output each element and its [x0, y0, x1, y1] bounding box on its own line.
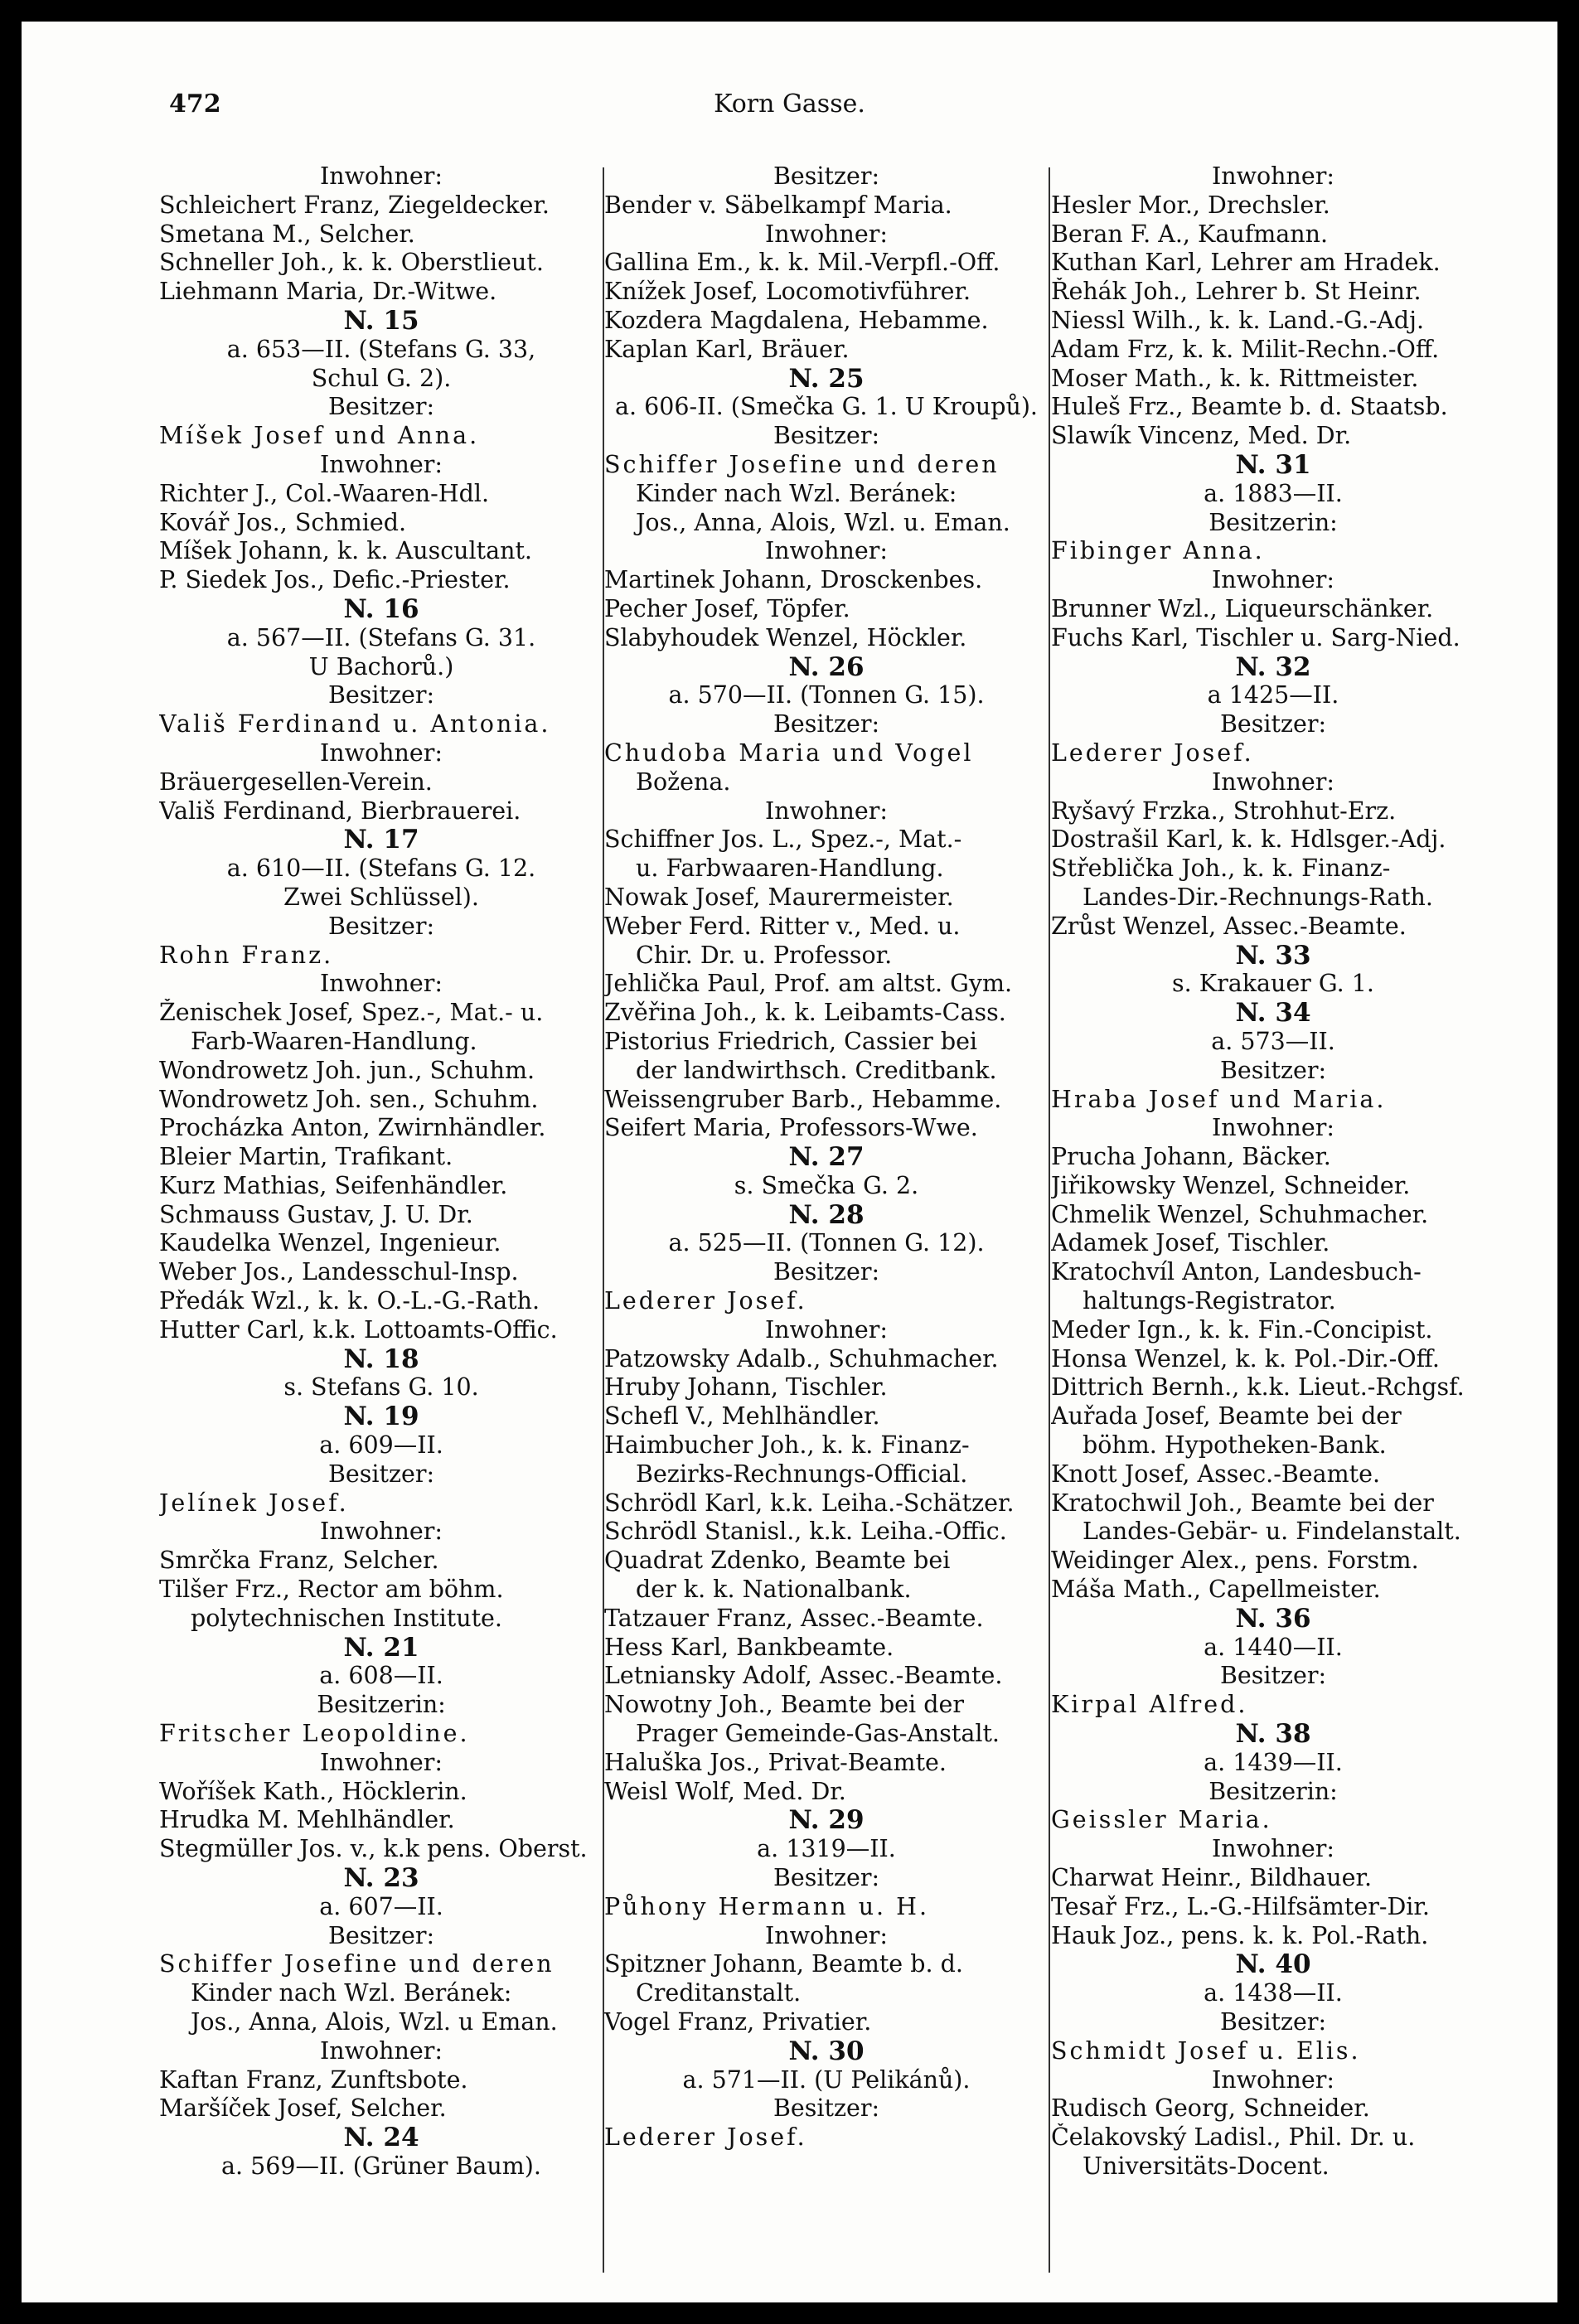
- section-label: Besitzer:: [327, 393, 435, 421]
- resident-entry: Maršíček Josef, Selcher.: [159, 2094, 447, 2123]
- resident-entry: Rudisch Georg, Schneider.: [1051, 2094, 1370, 2123]
- section-label: a. 571—II. (U Pelikánů).: [682, 2065, 971, 2094]
- resident-entry: Kaudelka Wenzel, Ingenieur.: [159, 1229, 501, 1257]
- section-label: a. 1438—II.: [1204, 1979, 1343, 2007]
- column-3: [1051, 162, 1495, 2181]
- continuation-line: Prager Gemeinde-Gas-Anstalt.: [636, 1720, 1000, 1748]
- section-label: Besitzer:: [1219, 1056, 1327, 1084]
- resident-entry: Quadrat Zdenko, Beamte bei: [604, 1547, 951, 1575]
- resident-entry: Charwat Heinr., Bildhauer.: [1051, 1864, 1373, 1892]
- house-number-heading: N. 29: [788, 1806, 865, 1836]
- section-label: Besitzer:: [773, 422, 880, 450]
- resident-entry: Weber Ferd. Ritter v., Med. u.: [604, 912, 961, 940]
- resident-entry: Schleichert Franz, Ziegeldecker.: [159, 191, 550, 219]
- resident-entry: Schrödl Karl, k.k. Leiha.-Schätzer.: [604, 1489, 1015, 1517]
- resident-entry: Moser Math., k. k. Rittmeister.: [1051, 364, 1419, 392]
- resident-entry: Vogel Franz, Privatier.: [604, 2008, 872, 2036]
- resident-entry: Bender v. Säbelkampf Maria.: [604, 191, 952, 219]
- resident-entry: Brunner Wzl., Liqueurschänker.: [1051, 594, 1434, 622]
- owner-name-line: Míšek Josef und Anna.: [159, 422, 480, 450]
- resident-entry: Hutter Carl, k.k. Lottoamts-Offic.: [159, 1315, 558, 1344]
- resident-entry: Ryšavý Frzka., Strohhut-Erz.: [1051, 796, 1397, 825]
- resident-entry: Kaftan Franz, Zunftsbote.: [159, 2065, 468, 2094]
- house-number-heading: N. 32: [1235, 652, 1311, 682]
- owner-name-line: Půhony Hermann u. H.: [604, 1892, 930, 1920]
- section-label: s. Stefans G. 10.: [283, 1373, 479, 1402]
- section-label: Besitzerin:: [1208, 508, 1338, 536]
- resident-entry: Zvěřina Joh., k. k. Leibamts-Cass.: [604, 999, 1006, 1027]
- resident-entry: Liehmann Maria, Dr.-Witwe.: [159, 278, 497, 306]
- resident-entry: Weisl Wolf, Med. Dr.: [604, 1777, 846, 1805]
- section-label: a. 653—II. (Stefans G. 33,: [226, 335, 536, 363]
- section-label: Besitzer:: [773, 1864, 880, 1892]
- continuation-line: Kinder nach Wzl. Beránek:: [636, 479, 957, 507]
- section-label: Inwohner:: [765, 537, 888, 565]
- resident-entry: Jiřikowsky Wenzel, Schneider.: [1051, 1171, 1411, 1199]
- resident-entry: Adam Frz, k. k. Milit-Rechn.-Off.: [1051, 335, 1440, 363]
- resident-entry: Weissengruber Barb., Hebamme.: [604, 1085, 1002, 1113]
- section-label: Inwohner:: [1212, 767, 1334, 796]
- section-label: a. 1440—II.: [1204, 1633, 1343, 1661]
- house-number-heading: N. 40: [1235, 1950, 1311, 1980]
- resident-entry: P. Siedek Jos., Defic.-Priester.: [159, 566, 511, 594]
- resident-entry: Pistorius Friedrich, Cassier bei: [604, 1027, 978, 1055]
- section-label: Inwohner:: [765, 796, 888, 825]
- resident-entry: Procházka Anton, Zwirnhändler.: [159, 1114, 546, 1142]
- section-label: Inwohner:: [320, 738, 443, 767]
- section-label: Inwohner:: [320, 1748, 443, 1776]
- resident-entry: Wondrowetz Joh. sen., Schuhm.: [159, 1085, 539, 1113]
- owner-name-line: Rohn Franz.: [159, 941, 334, 969]
- resident-entry: Slawík Vincenz, Med. Dr.: [1051, 422, 1352, 450]
- owner-name-line: Jelínek Josef.: [159, 1489, 349, 1517]
- page-header: [22, 90, 1557, 131]
- column-divider: [1049, 167, 1050, 2273]
- owner-name-line: Lederer Josef.: [1051, 738, 1254, 767]
- resident-entry: Haimbucher Joh., k. k. Finanz-: [604, 1431, 970, 1460]
- resident-entry: Dostrašil Karl, k. k. Hdlsger.-Adj.: [1051, 826, 1446, 854]
- continuation-line: Landes-Dir.-Rechnungs-Rath.: [1083, 883, 1433, 911]
- section-label: Besitzer:: [327, 912, 435, 940]
- section-label: a. 607—II.: [319, 1892, 443, 1920]
- owner-name-line: Lederer Josef.: [604, 1287, 807, 1315]
- continuation-line: Božena.: [636, 767, 731, 796]
- resident-entry: Seifert Maria, Professors-Wwe.: [604, 1114, 978, 1142]
- page-number: 472: [169, 90, 221, 119]
- section-label: Besitzerin:: [317, 1691, 446, 1719]
- resident-entry: Fuchs Karl, Tischler u. Sarg-Nied.: [1051, 623, 1460, 651]
- resident-entry: Richter J., Col.-Waaren-Hdl.: [159, 479, 490, 507]
- continuation-line: Bezirks-Rechnungs-Official.: [636, 1460, 968, 1488]
- resident-entry: Woříšek Kath., Höcklerin.: [159, 1777, 467, 1805]
- section-label: Inwohner:: [765, 1921, 888, 1949]
- resident-entry: Beran F. A., Kaufmann.: [1051, 220, 1329, 248]
- resident-entry: Honsa Wenzel, k. k. Pol.-Dir.-Off.: [1051, 1344, 1440, 1373]
- continuation-line: Farb-Waaren-Handlung.: [191, 1027, 477, 1055]
- resident-entry: Hesler Mor., Drechsler.: [1051, 191, 1330, 219]
- resident-entry: Schmauss Gustav, J. U. Dr.: [159, 1200, 473, 1228]
- resident-entry: Čelakovský Ladisl., Phil. Dr. u.: [1051, 2123, 1416, 2152]
- section-label: Inwohner:: [1212, 566, 1334, 594]
- resident-entry: Ženischek Josef, Spez.-, Mat.- u.: [159, 999, 544, 1027]
- owner-name-line: Chudoba Maria und Vogel: [604, 738, 974, 767]
- section-label: a. 569—II. (Grüner Baum).: [221, 2152, 541, 2180]
- house-number-heading: N. 31: [1235, 450, 1311, 480]
- house-number-heading: N. 34: [1235, 999, 1311, 1028]
- house-number-heading: N. 26: [788, 652, 865, 682]
- street-name-heading: Korn Gasse.: [714, 90, 865, 119]
- house-number-heading: N. 16: [343, 594, 419, 624]
- resident-entry: Kaplan Karl, Bräuer.: [604, 335, 850, 363]
- resident-entry: Stegmüller Jos. v., k.k pens. Oberst.: [159, 1835, 588, 1863]
- continuation-line: Jos., Anna, Alois, Wzl. u Eman.: [191, 2008, 558, 2036]
- resident-entry: Hruby Johann, Tischler.: [604, 1373, 888, 1402]
- house-number-heading: N. 38: [1235, 1720, 1311, 1749]
- house-number-heading: N. 23: [343, 1864, 419, 1893]
- resident-entry: Míšek Johann, k. k. Auscultant.: [159, 537, 532, 565]
- resident-entry: Spitzner Johann, Beamte b. d.: [604, 1950, 963, 1978]
- resident-entry: Haluška Jos., Privat-Beamte.: [604, 1748, 947, 1776]
- resident-entry: Chmelik Wenzel, Schuhmacher.: [1051, 1200, 1429, 1228]
- section-label: Inwohner:: [765, 1315, 888, 1344]
- section-label: Besitzer:: [1219, 2008, 1327, 2036]
- continuation-line: Kinder nach Wzl. Beránek:: [191, 1979, 512, 2007]
- section-label: Besitzer:: [773, 710, 880, 738]
- resident-entry: Huleš Frz., Beamte b. d. Staatsb.: [1051, 393, 1448, 421]
- resident-entry: Slabyhoudek Wenzel, Höckler.: [604, 623, 967, 651]
- section-label: Besitzer:: [327, 1460, 435, 1488]
- resident-entry: Smetana M., Selcher.: [159, 220, 415, 248]
- resident-entry: Adamek Josef, Tischler.: [1051, 1229, 1330, 1257]
- resident-entry: Zrůst Wenzel, Assec.-Beamte.: [1051, 912, 1407, 940]
- section-label: a. 606-II. (Smečka G. 1. U Kroupů).: [615, 393, 1038, 421]
- owner-name-line: Schmidt Josef u. Elis.: [1051, 2036, 1361, 2065]
- resident-entry: Tilšer Frz., Rector am böhm.: [159, 1576, 504, 1604]
- resident-entry: Kovář Jos., Schmied.: [159, 508, 406, 536]
- resident-entry: Kuthan Karl, Lehrer am Hradek.: [1051, 249, 1441, 277]
- section-label: a. 567—II. (Stefans G. 31.: [226, 623, 536, 651]
- resident-entry: Hauk Joz., pens. k. k. Pol.-Rath.: [1051, 1921, 1429, 1949]
- continuation-line: böhm. Hypotheken-Bank.: [1083, 1431, 1387, 1460]
- resident-entry: Schiffner Jos. L., Spez.-, Mat.-: [604, 826, 962, 854]
- section-label: Besitzer:: [773, 1258, 880, 1286]
- section-label: a. 609—II.: [319, 1431, 443, 1460]
- resident-entry: Tesař Frz., L.-G.-Hilfsämter-Dir.: [1051, 1892, 1430, 1920]
- continuation-line: der k. k. Nationalbank.: [636, 1576, 912, 1604]
- resident-entry: Nowak Josef, Maurermeister.: [604, 883, 954, 911]
- resident-entry: Kratochvíl Anton, Landesbuch-: [1051, 1258, 1422, 1286]
- resident-entry: Hrudka M. Mehlhändler.: [159, 1806, 455, 1834]
- resident-entry: Knott Josef, Assec.-Beamte.: [1051, 1460, 1381, 1488]
- section-label: s. Krakauer G. 1.: [1172, 970, 1374, 998]
- section-label: Inwohner:: [1212, 1114, 1334, 1142]
- continuation-line: polytechnischen Institute.: [191, 1604, 502, 1632]
- continuation-line: haltungs-Registrator.: [1083, 1287, 1336, 1315]
- section-label: Besitzer:: [773, 2094, 880, 2123]
- section-label: a. 1883—II.: [1204, 479, 1343, 507]
- house-number-heading: N. 18: [343, 1344, 419, 1374]
- resident-entry: Předák Wzl., k. k. O.-L.-G.-Rath.: [159, 1287, 540, 1315]
- owner-name-line: Kirpal Alfred.: [1051, 1691, 1248, 1719]
- section-label: Zwei Schlüssel).: [283, 883, 479, 911]
- resident-entry: Schefl V., Mehlhändler.: [604, 1402, 880, 1431]
- section-label: s. Smečka G. 2.: [734, 1171, 919, 1199]
- house-number-heading: N. 30: [788, 2036, 865, 2066]
- section-label: Inwohner:: [1212, 162, 1334, 190]
- resident-entry: Letniansky Adolf, Assec.-Beamte.: [604, 1662, 1003, 1690]
- resident-entry: Kratochwil Joh., Beamte bei der: [1051, 1489, 1434, 1517]
- section-label: Besitzerin:: [1208, 1777, 1338, 1805]
- house-number-heading: N. 24: [343, 2123, 419, 2152]
- resident-entry: Pecher Josef, Töpfer.: [604, 594, 850, 622]
- section-label: Besitzer:: [327, 1921, 435, 1949]
- section-label: Inwohner:: [1212, 1835, 1334, 1863]
- resident-entry: Tatzauer Franz, Assec.-Beamte.: [604, 1604, 984, 1632]
- book-page: [22, 22, 1557, 2302]
- section-label: Inwohner:: [320, 970, 443, 998]
- owner-name-line: Schiffer Josefine und deren: [159, 1950, 555, 1978]
- resident-entry: Vališ Ferdinand, Bierbrauerei.: [159, 796, 521, 825]
- resident-entry: Weidinger Alex., pens. Forstm.: [1051, 1547, 1419, 1575]
- owner-name-line: Lederer Josef.: [604, 2123, 807, 2152]
- owner-name-line: Geissler Maria.: [1051, 1806, 1272, 1834]
- resident-entry: Prucha Johann, Bäcker.: [1051, 1143, 1331, 1171]
- section-label: a. 1439—II.: [1204, 1748, 1343, 1776]
- owner-name-line: Fibinger Anna.: [1051, 537, 1265, 565]
- resident-entry: Bräuergesellen-Verein.: [159, 767, 433, 796]
- house-number-heading: N. 19: [343, 1402, 419, 1432]
- house-number-heading: N. 21: [343, 1633, 419, 1663]
- resident-entry: Střeblička Joh., k. k. Finanz-: [1051, 855, 1391, 883]
- owner-name-line: Hraba Josef und Maria.: [1051, 1085, 1387, 1113]
- house-number-heading: N. 33: [1235, 941, 1311, 971]
- house-number-heading: N. 15: [343, 306, 419, 336]
- resident-entry: Auřada Josef, Beamte bei der: [1051, 1402, 1402, 1431]
- section-label: Inwohner:: [320, 162, 443, 190]
- resident-entry: Hess Karl, Bankbeamte.: [604, 1633, 894, 1661]
- resident-entry: Bleier Martin, Trafikant.: [159, 1143, 453, 1171]
- resident-entry: Meder Ign., k. k. Fin.-Concipist.: [1051, 1315, 1433, 1344]
- resident-entry: Gallina Em., k. k. Mil.-Verpfl.-Off.: [604, 249, 1000, 277]
- section-label: Inwohner:: [320, 450, 443, 478]
- resident-entry: Weber Jos., Landesschul-Insp.: [159, 1258, 519, 1286]
- resident-entry: Kurz Mathias, Seifenhändler.: [159, 1171, 508, 1199]
- resident-entry: Schrödl Stanisl., k.k. Leiha.-Offic.: [604, 1518, 1007, 1546]
- section-label: Schul G. 2).: [311, 364, 452, 392]
- continuation-line: Jos., Anna, Alois, Wzl. u. Eman.: [636, 508, 1010, 536]
- section-label: a. 570—II. (Tonnen G. 15).: [668, 681, 985, 709]
- section-label: U Bachorů.): [308, 652, 454, 680]
- section-label: Besitzer:: [773, 162, 880, 190]
- resident-entry: Patzowsky Adalb., Schuhmacher.: [604, 1344, 999, 1373]
- resident-entry: Kozdera Magdalena, Hebamme.: [604, 306, 989, 334]
- section-label: Besitzer:: [327, 681, 435, 709]
- resident-entry: Martinek Johann, Drosckenbes.: [604, 566, 983, 594]
- resident-entry: Dittrich Bernh., k.k. Lieut.-Rchgsf.: [1051, 1373, 1465, 1402]
- continuation-line: der landwirthsch. Creditbank.: [636, 1056, 997, 1084]
- section-label: Besitzer:: [1219, 1662, 1327, 1690]
- continuation-line: Chir. Dr. u. Professor.: [636, 941, 893, 969]
- section-label: a 1425—II.: [1207, 681, 1339, 709]
- resident-entry: Knížek Josef, Locomotivführer.: [604, 278, 971, 306]
- section-label: Inwohner:: [1212, 2065, 1334, 2094]
- section-label: a. 608—II.: [319, 1662, 443, 1690]
- section-label: Inwohner:: [765, 220, 888, 248]
- resident-entry: Řehák Joh., Lehrer b. St Heinr.: [1051, 278, 1422, 306]
- house-number-heading: N. 28: [788, 1200, 865, 1230]
- house-number-heading: N. 17: [343, 826, 419, 855]
- resident-entry: Schneller Joh., k. k. Oberstlieut.: [159, 249, 544, 277]
- section-label: a. 573—II.: [1211, 1027, 1335, 1055]
- continuation-line: u. Farbwaaren-Handlung.: [636, 855, 944, 883]
- section-label: Inwohner:: [320, 2036, 443, 2065]
- resident-entry: Máša Math., Capellmeister.: [1051, 1576, 1381, 1604]
- continuation-line: Universitäts-Docent.: [1083, 2152, 1330, 2180]
- section-label: a. 525—II. (Tonnen G. 12).: [668, 1229, 985, 1257]
- column-1: [159, 162, 603, 2181]
- section-label: Besitzer:: [1219, 710, 1327, 738]
- owner-name-line: Schiffer Josefine und deren: [604, 450, 1000, 478]
- continuation-line: Creditanstalt.: [636, 1979, 802, 2007]
- continuation-line: Landes-Gebär- u. Findelanstalt.: [1083, 1518, 1461, 1546]
- resident-entry: Nowotny Joh., Beamte bei der: [604, 1691, 964, 1719]
- owner-name-line: Fritscher Leopoldine.: [159, 1720, 470, 1748]
- resident-entry: Niessl Wilh., k. k. Land.-G.-Adj.: [1051, 306, 1425, 334]
- house-number-heading: N. 25: [788, 364, 865, 394]
- column-2: [604, 162, 1049, 2152]
- house-number-heading: N. 27: [788, 1143, 865, 1172]
- section-label: Inwohner:: [320, 1518, 443, 1546]
- resident-entry: Jehlička Paul, Prof. am altst. Gym.: [604, 970, 1013, 998]
- section-label: a. 610—II. (Stefans G. 12.: [226, 855, 536, 883]
- resident-entry: Smrčka Franz, Selcher.: [159, 1547, 439, 1575]
- section-label: a. 1319—II.: [757, 1835, 896, 1863]
- owner-name-line: Vališ Ferdinand u. Antonia.: [159, 710, 551, 738]
- house-number-heading: N. 36: [1235, 1604, 1311, 1634]
- resident-entry: Wondrowetz Joh. jun., Schuhm.: [159, 1056, 535, 1084]
